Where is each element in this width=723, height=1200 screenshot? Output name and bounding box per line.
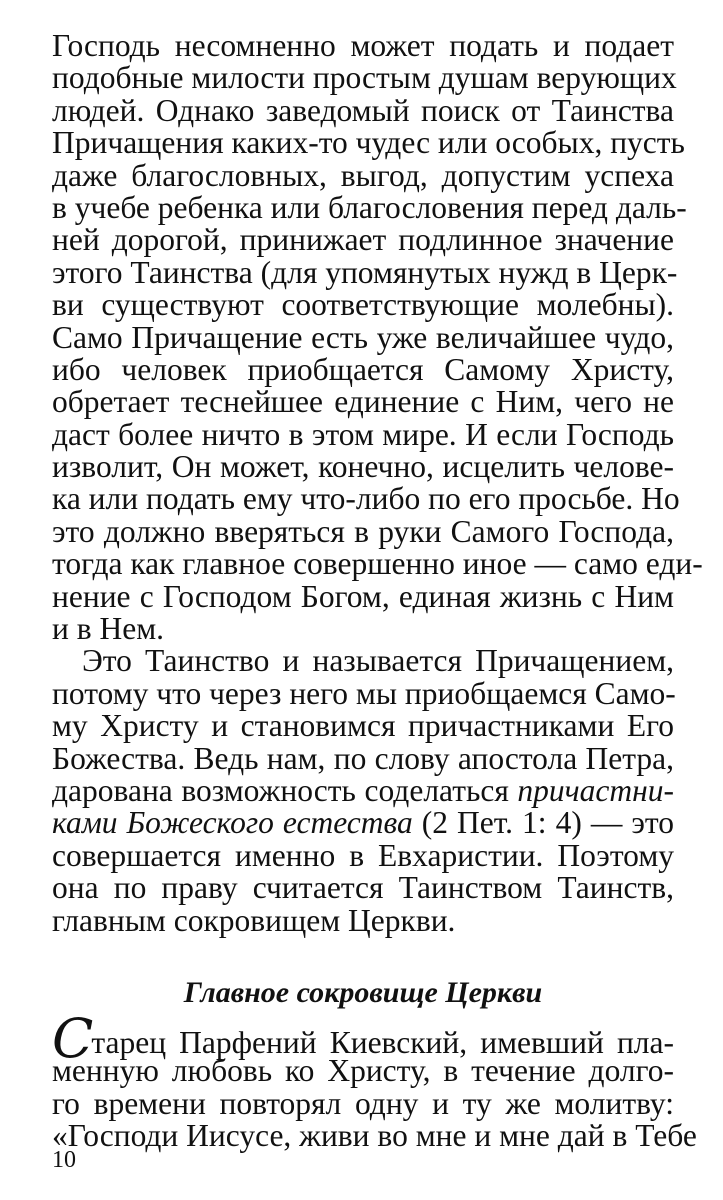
page-number: 10 [52, 1147, 76, 1173]
text-line [52, 1006, 674, 1070]
drop-cap: С [52, 1006, 92, 1070]
italic-citation: причастни- [517, 772, 674, 808]
text-line: и в Нем. [52, 611, 165, 647]
text-line: людей. Однако заведомый поиск от Таинства [52, 92, 674, 128]
text-segment: дарована возможность соделаться [52, 772, 518, 808]
text-line: му Христу и становимся причастниками Его [52, 708, 674, 744]
text-line: Само Причащение есть уже величайшее чудо, [52, 319, 674, 355]
text-line: го времени повторял одну и ту же молитву: [52, 1085, 674, 1121]
text-line: совершается именно в Евхаристии. Поэтому [52, 837, 674, 873]
text-line: ней дорогой, принижает подлинное значение [52, 222, 674, 258]
text-line: даст более ничто в этом мире. И если Господь [52, 416, 674, 452]
text-line: нение с Господом Богом, единая жизнь с Ним [52, 578, 674, 614]
text-line: подобные милости простым душам верующих [52, 60, 677, 96]
paragraph-1 [52, 28, 703, 647]
text-line: Это Таинство и называется Причащением, [82, 643, 674, 679]
text-line: обретает теснейшее единение с Ним, чего не [52, 384, 674, 420]
text-line: главным сокровищем Церкви. [52, 902, 456, 938]
text-line [52, 772, 674, 808]
text-line: «Господи Иисусе, живи во мне и мне дай в Тебе [52, 1118, 697, 1154]
text-line: менную любовь ко Христу, в течение долго- [52, 1053, 674, 1089]
text-line: Божества. Ведь нам, по слову апостола Петра, [52, 740, 674, 776]
text-line: даже благословных, выгод, допустим успеха [52, 157, 674, 193]
text-line: ви существуют соответствующие молебны). [52, 287, 674, 323]
paragraph-2 [52, 645, 674, 937]
text-line: Господь несомненно может подать и подает [52, 28, 674, 63]
text-line: Причащения каких-то чудес или особых, пусть [52, 125, 685, 161]
text-line: этого Таинства (для упомянутых нужд в Церк- [52, 254, 678, 290]
text-line: ка или подать ему что-либо по его просьбе. Но [52, 481, 680, 517]
text-segment: (2 Пет. 1: 4) — это [412, 805, 674, 841]
text-line [52, 807, 674, 839]
text-line: в учебе ребенка или благословения перед даль- [52, 189, 687, 225]
text-line: изволит, Он может, конечно, исцелить челове- [52, 449, 674, 485]
text-line: это должно вверяться в руки Самого Господа, [52, 513, 674, 549]
text-segment: тарец Парфений Киевский, имевший пла- [91, 1024, 674, 1060]
text-line: она по праву считается Таинством Таинств, [52, 870, 674, 906]
text-line: потому что через него мы приобщаемся Само- [52, 675, 676, 711]
book-page [52, 28, 703, 1154]
text-line: тогда как главное совершенно иное — само еди- [52, 546, 703, 582]
paragraph-3 [52, 1006, 697, 1154]
section-heading: Главное сокровище Церкви [183, 975, 543, 1009]
italic-citation: ками Божеского естества [52, 805, 413, 841]
text-line: ибо человек приобщается Самому Христу, [52, 351, 674, 387]
